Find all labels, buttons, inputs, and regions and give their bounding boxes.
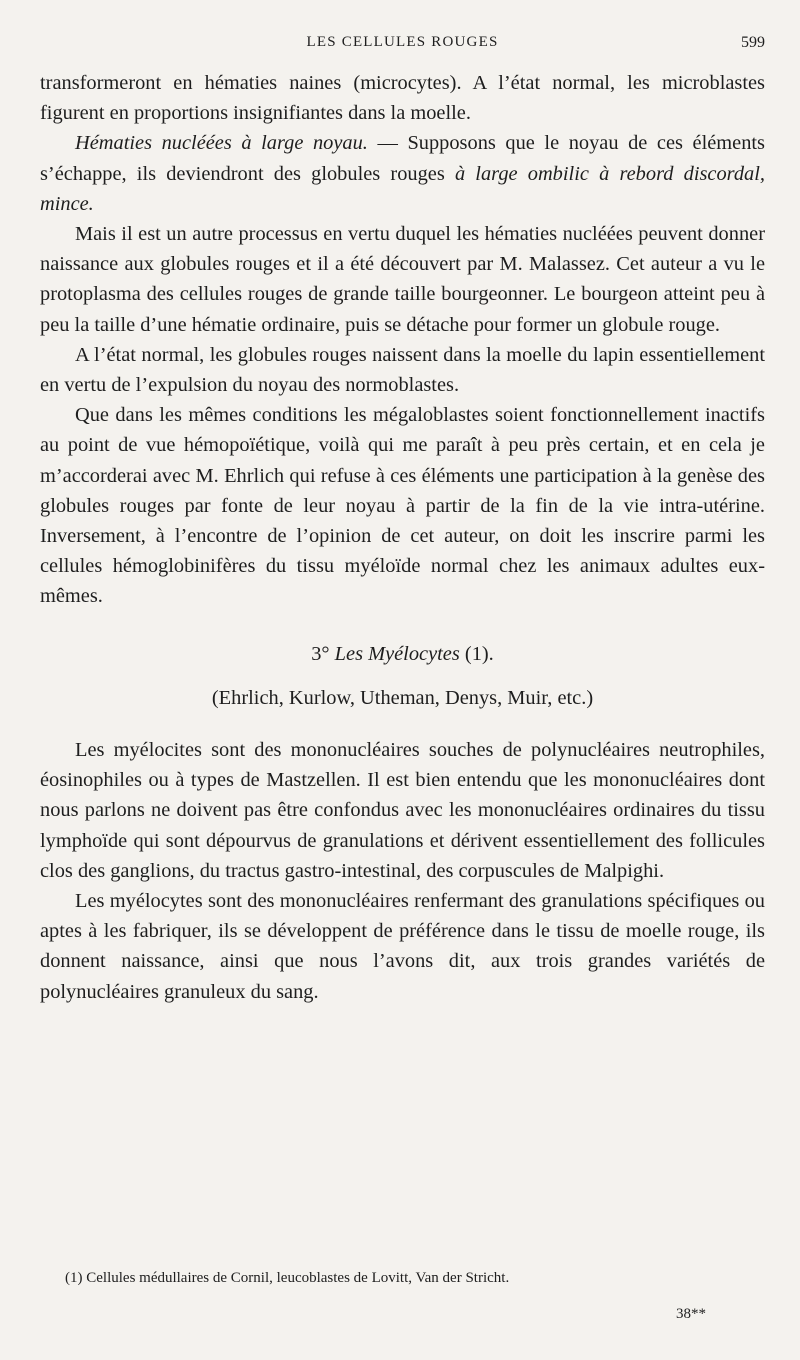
footnote-reference: (1). bbox=[464, 642, 494, 665]
paragraph-4: A l’état normal, les globules rouges naissent dans la moelle du lapin essentiellement en vertu de l’expulsion du noyau des normoblastes. bbox=[40, 343, 765, 397]
section-title-text: Les Myélocytes bbox=[334, 642, 460, 665]
signature-mark: 38** bbox=[676, 1306, 706, 1322]
paragraph-3: Mais il est un autre processus en vertu duquel les hématies nucléées peuvent donner naissance aux globules rouges et il a été découvert par M. Malassez. Cet auteur a vu le protoplasma des cellules rouges de grande taille bourgeonner. Le bourgeon atteint peu à peu la taille d’une hématie ordinaire, puis se détache pour former un globule rouge. bbox=[40, 223, 765, 336]
paragraph-2-text: — Supposons que le noyau de ces éléments s’échappe, ils deviendront des globules rouges bbox=[40, 132, 765, 185]
paragraph-1: transformeront en hématies naines (microcytes). A l’état normal, les microblastes figurent en proportions insignifiantes dans la moelle. bbox=[40, 72, 765, 125]
paragraph-2-italic-end: à large ombilic à rebord discordal, mince. bbox=[40, 162, 765, 215]
paragraph-2-heading: Hématies nucléées à large noyau. bbox=[75, 132, 368, 155]
page-number: 599 bbox=[741, 34, 765, 51]
authors-line: (Ehrlich, Kurlow, Utheman, Denys, Muir, etc.) bbox=[211, 686, 594, 709]
paragraph-6: Les myélocites sont des mononucléaires souches de polynucléaires neutrophiles, éosinophiles ou à types de Mastzellen. Il est bien entendu que les mononucléaires dont nous parlons ne doivent pas être confondus avec les mononucléaires ordinaires du tissu lymphoïde qui sont dépourvus de granulations et dérivent essentiellement des follicules clos des ganglions, du tractus gastro-intestinal, des corpuscules de Malpighi. bbox=[40, 739, 765, 882]
page-header bbox=[40, 34, 765, 58]
paragraph-7: Les myélocytes sont des mononucléaires renfermant des granulations spécifiques ou aptes à les fabriquer, ils se développent de préférence dans le tissu de moelle rouge, ils donnent naissance, ainsi que nous l’avons dit, aux trois grandes variétés de polynucléaires granuleux du sang. bbox=[40, 890, 765, 1003]
paragraph-5: Que dans les mêmes conditions les mégaloblastes soient fonctionnellement inactifs au point de vue hémopoïétique, voilà qui me paraît à peu près certain, et en cela je m’accorderai avec M. Ehrlich qui refuse à ces éléments une participation à la genèse des globules rouges par fonte de leur noyau à partir de la fin de la vie intra-utérine. Inversement, à l’encontre de l’opinion de cet auteur, on doit les inscrire parmi les cellules hémoglobinifères du tissu myéloïde normal chez les animaux adultes eux-mêmes. bbox=[40, 404, 765, 608]
footnote: (1) Cellules médullaires de Cornil, leucoblastes de Lovitt, Van der Stricht. bbox=[65, 1270, 510, 1286]
section-number: 3° bbox=[311, 642, 330, 665]
body-text bbox=[40, 68, 765, 1007]
running-head: LES CELLULES ROUGES bbox=[306, 34, 499, 50]
paragraph-2 bbox=[40, 128, 765, 219]
section-title bbox=[40, 639, 765, 669]
